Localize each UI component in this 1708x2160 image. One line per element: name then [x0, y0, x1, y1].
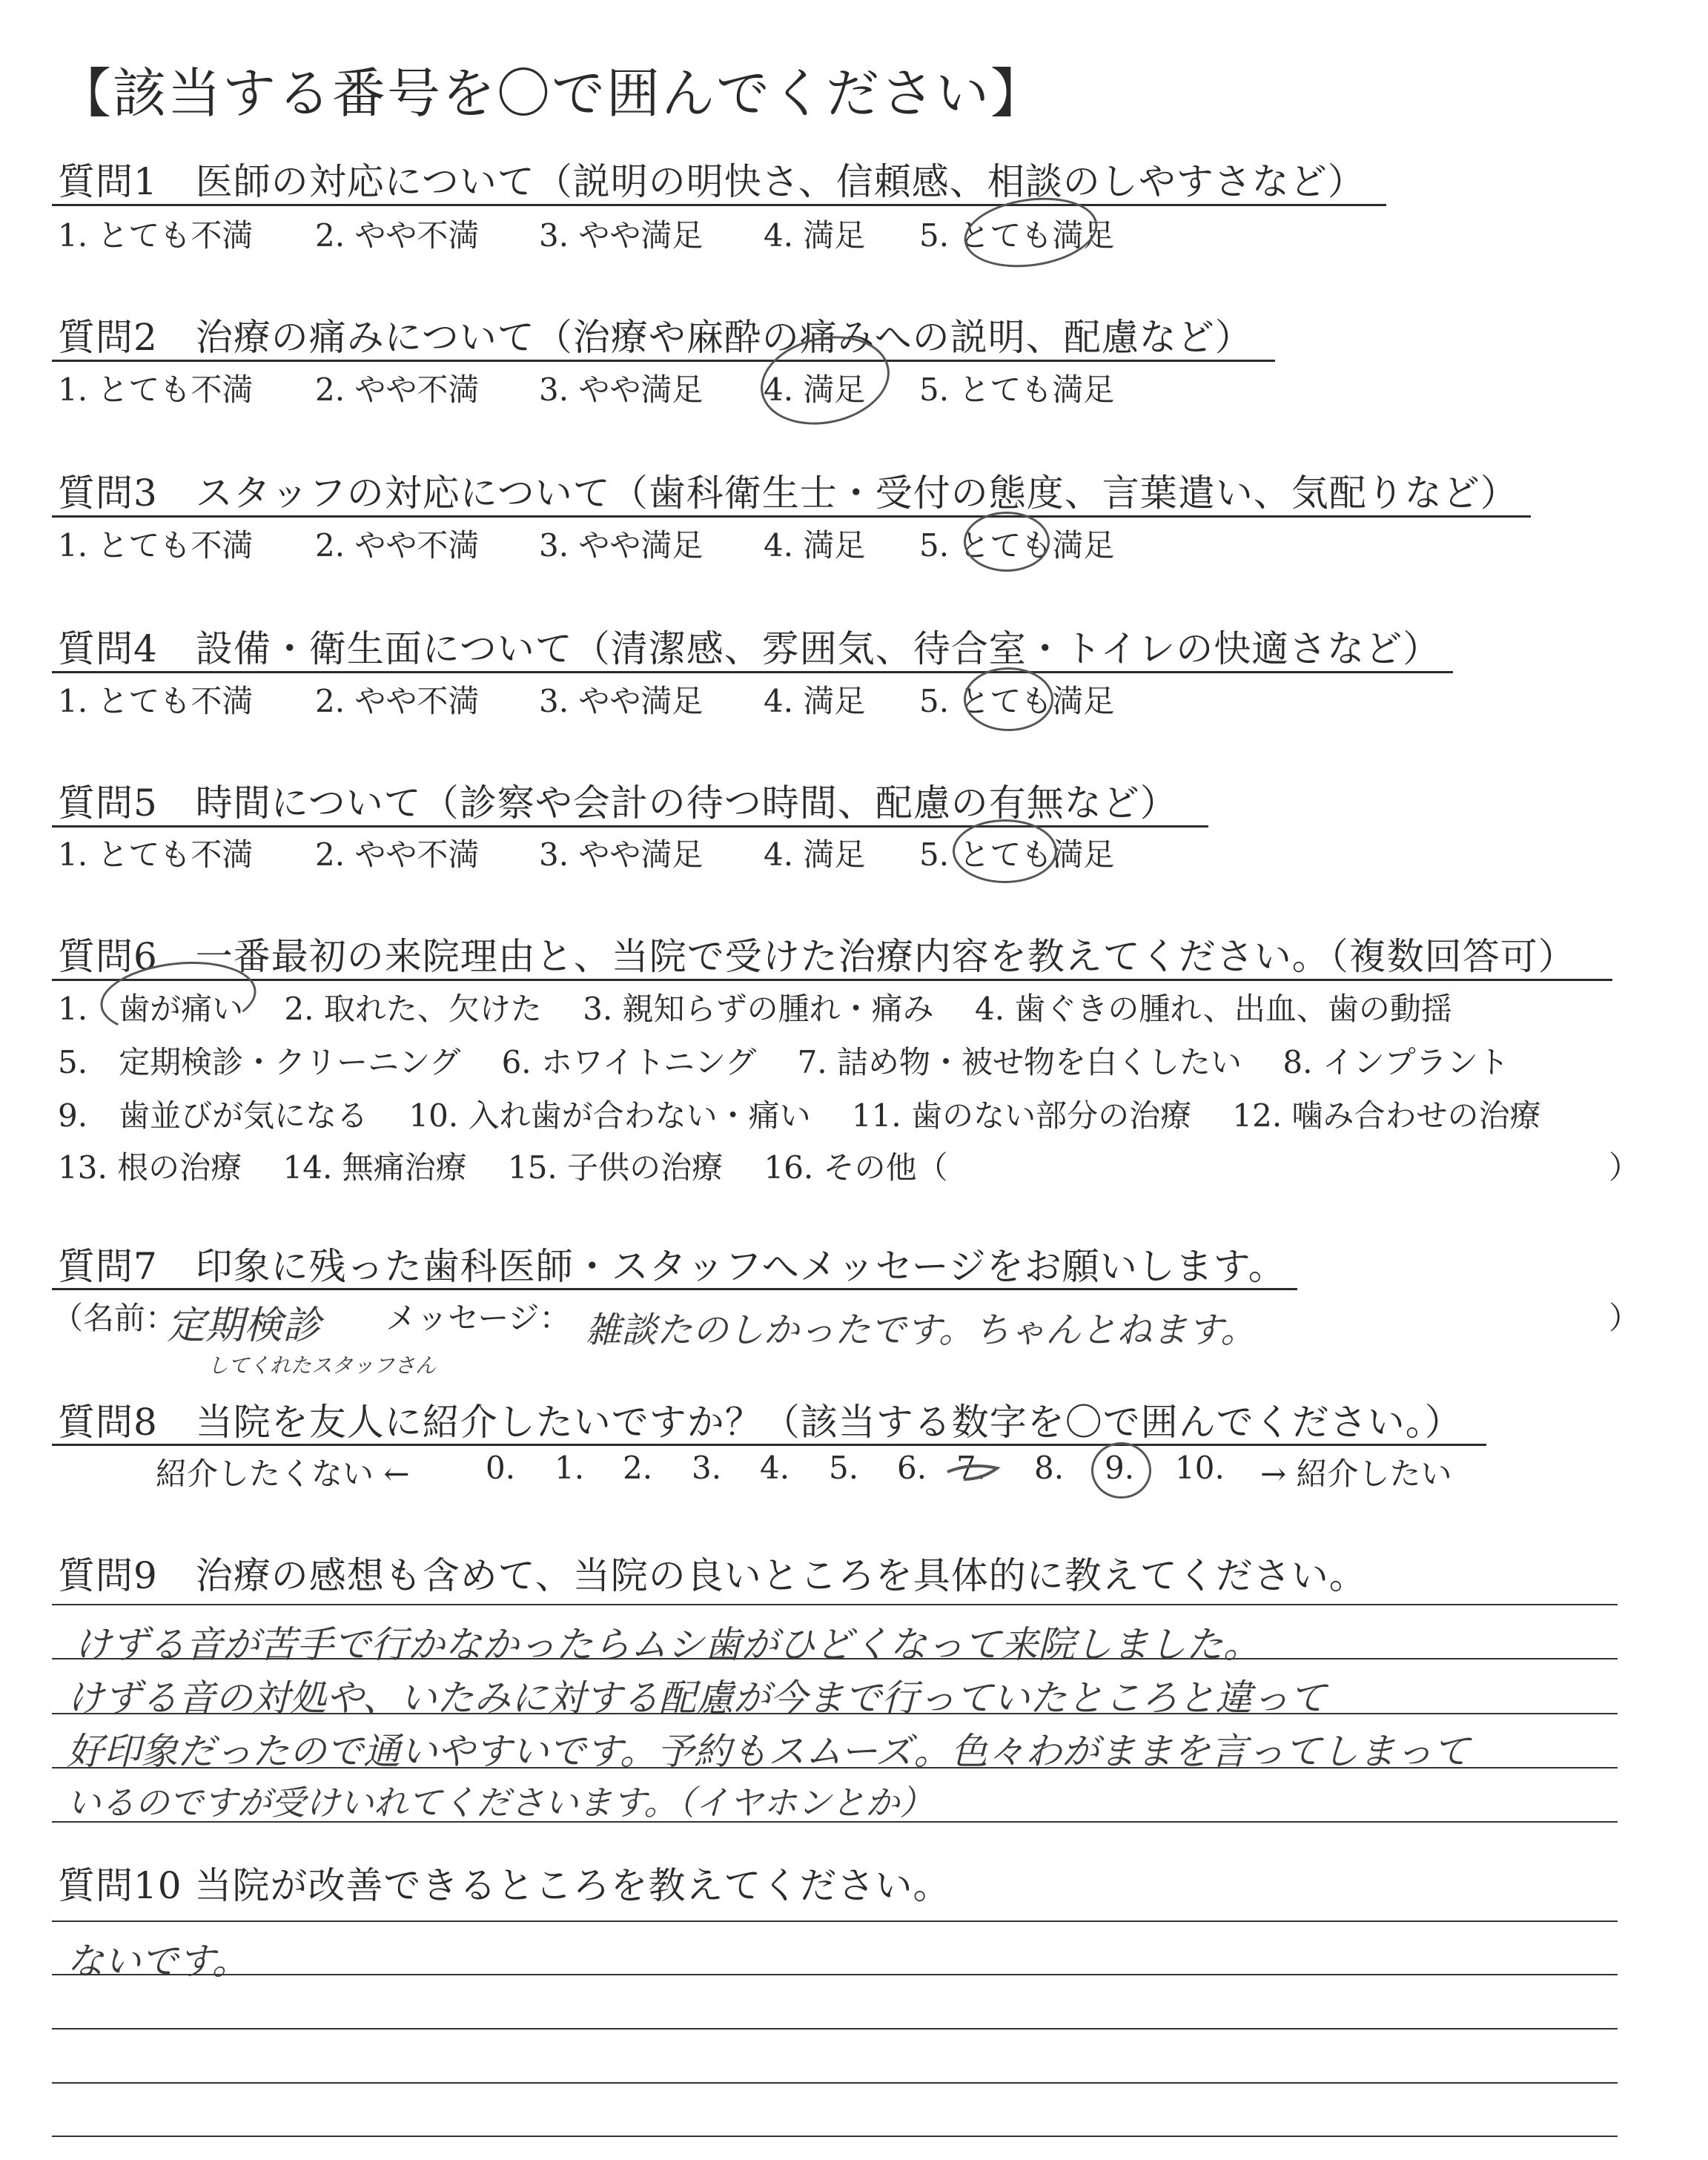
q4-option-3[interactable]: 3. やや満足 [539, 683, 704, 719]
q8-scale-2[interactable]: 2. [623, 1450, 653, 1486]
q8-scale-10[interactable]: 10. [1175, 1450, 1225, 1486]
q7-name-label: （名前： [52, 1300, 177, 1336]
q4-option-1[interactable]: 1. とても不満 [58, 683, 254, 719]
q10-title: 質問10 当院が改善できるところを教えてください。 [58, 1864, 951, 1907]
q5-option-3[interactable]: 3. やや満足 [539, 836, 704, 873]
q4-option-4[interactable]: 4. 満足 [764, 683, 866, 719]
q3-title: 質問3 スタッフの対応について（歯科衛生士・受付の態度、言葉遣い、気配りなど） [58, 472, 1518, 515]
q3-option-4[interactable]: 4. 満足 [764, 527, 866, 564]
q9-answer-line-4[interactable]: いるのですが受けいれてくださいます。（イヤホンとか） [67, 1783, 934, 1823]
q1-option-4[interactable]: 4. 満足 [764, 217, 866, 254]
form-title: 【該当する番号を〇で囲んでください】 [58, 62, 1046, 125]
q6-row-1[interactable]: 1. 歯が痛い 2. 取れた、欠けた 3. 親知らずの腫れ・痛み 4. 歯ぐきの腫れ、出血、歯の動揺 [58, 991, 1452, 1027]
q8-scale-0[interactable]: 0. [486, 1450, 516, 1486]
q6-close-paren: ） [1609, 1149, 1641, 1186]
q3-option-2[interactable]: 2. やや不満 [315, 527, 480, 564]
q3-option-1[interactable]: 1. とても不満 [58, 527, 254, 564]
q9-title: 質問9 治療の感想も含めて、当院の良いところを具体的に教えてください。 [58, 1554, 1367, 1597]
q9-answer-line-2[interactable]: けずる音の対処や、いたみに対する配慮が今まで行っていたところと違って [67, 1677, 1326, 1720]
q5-option-4[interactable]: 4. 満足 [764, 836, 866, 873]
q2-option-2[interactable]: 2. やや不満 [315, 371, 480, 408]
q7-name-value[interactable]: 定期検診 [167, 1304, 322, 1348]
q6-title: 質問6 一番最初の来院理由と、当院で受けた治療内容を教えてください。（複数回答可） [58, 935, 1576, 978]
q8-scale-3[interactable]: 3. [692, 1450, 722, 1486]
q7-message-value[interactable]: 雑談たのしかったです。ちゃんとねます。 [586, 1309, 1257, 1351]
q4-title: 質問4 設備・衛生面について（清潔感、雰囲気、待合室・トイレの快適さなど） [58, 627, 1441, 670]
q2-option-1[interactable]: 1. とても不満 [58, 371, 254, 408]
q3-option-5[interactable]: 5. とても満足 [919, 527, 1115, 564]
q7-title: 質問7 印象に残った歯科医師・スタッフへメッセージをお願いします。 [58, 1245, 1286, 1288]
q8-scale-9[interactable]: 9. [1105, 1450, 1135, 1486]
q8-scale-5[interactable]: 5. [829, 1450, 859, 1486]
q4-option-2[interactable]: 2. やや不満 [315, 683, 480, 719]
q8-scale-6[interactable]: 6. [897, 1450, 927, 1486]
q1-title: 質問1 医師の対応について（説明の明快さ、信頼感、相談のしやすさなど） [58, 160, 1366, 203]
q7-message-label: メッセージ： [385, 1300, 571, 1336]
q4-option-5[interactable]: 5. とても満足 [919, 683, 1115, 719]
q2-option-5[interactable]: 5. とても満足 [919, 371, 1115, 408]
q8-scale-1[interactable]: 1. [555, 1450, 585, 1486]
q8-scale-7[interactable]: 7. [956, 1450, 987, 1486]
q5-option-2[interactable]: 2. やや不満 [315, 836, 480, 873]
q8-right-label: → 紹介したい [1260, 1456, 1452, 1492]
q1-option-2[interactable]: 2. やや不満 [315, 217, 480, 254]
q3-option-3[interactable]: 3. やや満足 [539, 527, 704, 564]
q6-row-3[interactable]: 9. 歯並びが気になる 10. 入れ歯が合わない・痛い 11. 歯のない部分の治療 12. 噛み合わせの治療 [58, 1097, 1541, 1134]
q2-option-3[interactable]: 3. やや満足 [539, 371, 704, 408]
q10-answer-line-1[interactable]: ないです。 [67, 1940, 249, 1983]
q7-name-value-sub[interactable]: してくれたスタッフさん [208, 1353, 437, 1378]
q5-option-5[interactable]: 5. とても満足 [919, 836, 1115, 873]
q8-title: 質問8 当院を友人に紹介したいですか？（該当する数字を〇で囲んでください。） [58, 1401, 1463, 1444]
q8-scale-4[interactable]: 4. [760, 1450, 790, 1486]
q8-left-label: 紹介したくない ← [156, 1456, 410, 1492]
q6-row-2[interactable]: 5. 定期検診・クリーニング 6. ホワイトニング 7. 詰め物・被せ物を白くしたい 8. インプラント [58, 1044, 1509, 1080]
q8-crossout-mark [947, 1466, 997, 1479]
q6-row-4[interactable]: 13. 根の治療 14. 無痛治療 15. 子供の治療 16. その他（ [58, 1149, 948, 1186]
q2-option-4[interactable]: 4. 満足 [764, 371, 866, 408]
q8-scale-8[interactable]: 8. [1034, 1450, 1065, 1486]
q1-option-3[interactable]: 3. やや満足 [539, 217, 704, 254]
q1-option-5[interactable]: 5. とても満足 [919, 217, 1115, 254]
q9-answer-line-1[interactable]: けずる音が苦手で行かなかったらムシ歯がひどくなって来院しました。 [74, 1623, 1260, 1666]
q1-option-1[interactable]: 1. とても不満 [58, 217, 254, 254]
q2-title: 質問2 治療の痛みについて（治療や麻酔の痛みへの説明、配慮など） [58, 316, 1253, 359]
q7-close-paren: ） [1609, 1300, 1641, 1336]
q5-option-1[interactable]: 1. とても不満 [58, 836, 254, 873]
q9-answer-line-3[interactable]: 好印象だったので通いやすいです。予約もスムーズ。色々わがままを言ってしまって [67, 1730, 1470, 1773]
q5-title: 質問5 時間について（診察や会計の待つ時間、配慮の有無など） [58, 782, 1178, 825]
